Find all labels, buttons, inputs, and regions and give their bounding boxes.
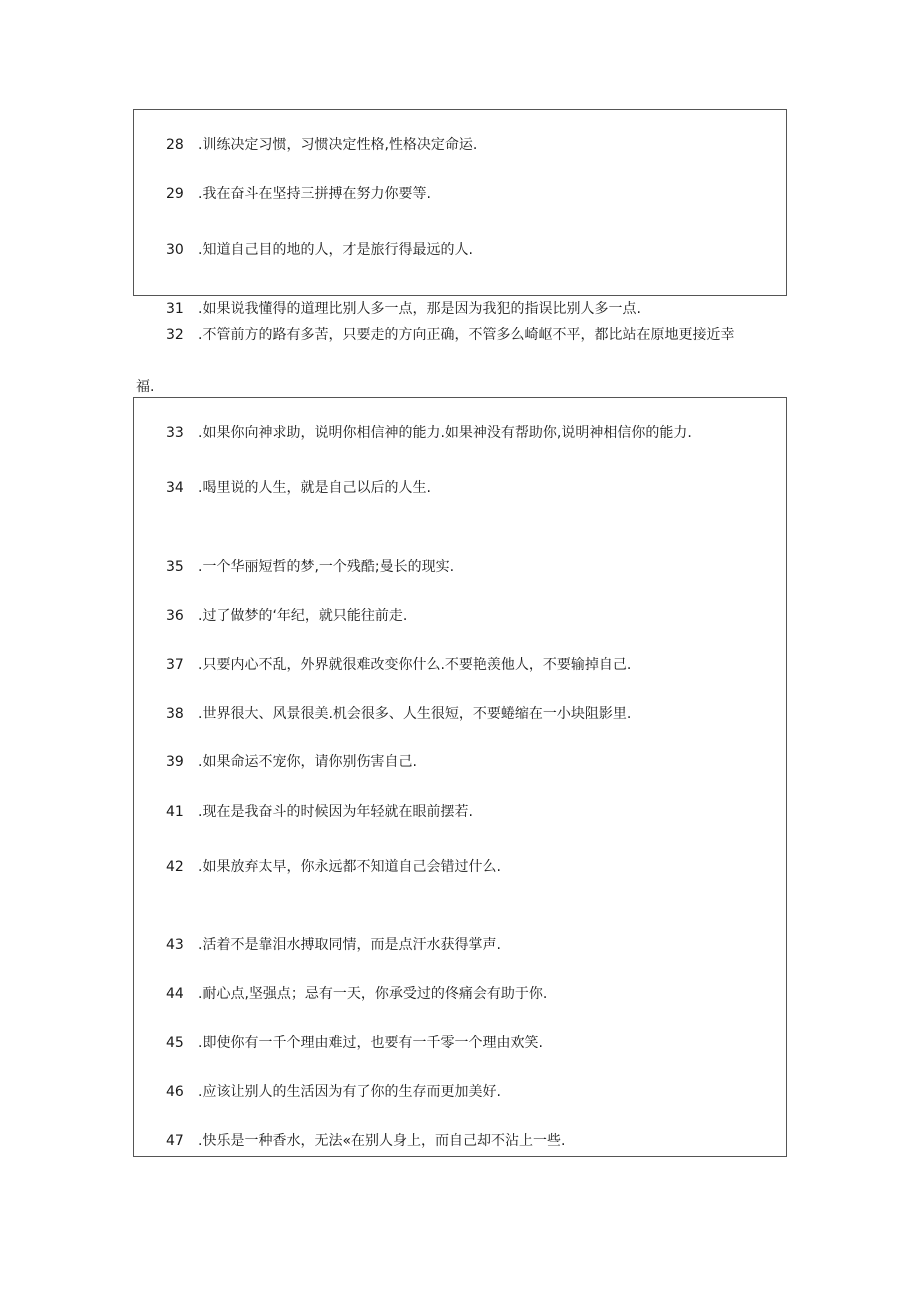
quote-text: .训练决定习惯，习惯决定性格,性格决定命运. bbox=[198, 137, 478, 153]
quote-number: 45 bbox=[166, 1035, 184, 1051]
quote-number: 43 bbox=[166, 937, 184, 953]
quote-number: 42 bbox=[166, 859, 184, 875]
quote-number: 46 bbox=[166, 1084, 184, 1100]
quote-number: 37 bbox=[166, 657, 184, 673]
quote-text: .活着不是靠泪水搏取同情，而是点汗水获得掌声. bbox=[198, 937, 501, 953]
quote-text: .应该让别人的生活因为有了你的生存而更加美好. bbox=[198, 1084, 501, 1100]
quote-text: .只要内心不乱，外界就很难改变你什么.不要艳羡他人，不要输掉自己. bbox=[198, 657, 632, 673]
quote-number: 33 bbox=[166, 425, 184, 441]
quote-text: .如果说我懂得的道理比别人多一点，那是因为我犯的指误比别人多一点. bbox=[198, 301, 641, 317]
quote-text: .即使你有一千个理由难过，也要有一千零一个理由欢笑. bbox=[198, 1035, 543, 1051]
quote-number: 28 bbox=[166, 137, 184, 153]
quote-number: 44 bbox=[166, 986, 184, 1002]
quote-number: 39 bbox=[166, 754, 184, 770]
quote-text: .我在奋斗在坚持三拼搏在努力你要等. bbox=[198, 186, 431, 202]
quote-text: .不管前方的路有多苦，只要走的方向正确，不管多么崎岖不平，都比站在原地更接近幸 bbox=[198, 327, 735, 343]
quote-number: 30 bbox=[166, 242, 184, 258]
quote-number: 41 bbox=[166, 804, 184, 820]
quote-text: .耐心点,坚强点；忌有一天，你承受过的佟痛会有助于你. bbox=[198, 986, 548, 1002]
quote-text: .一个华丽短哲的梦,一个残酷;曼长的现实. bbox=[198, 559, 455, 575]
quote-number: 47 bbox=[166, 1133, 184, 1149]
quote-text: .过了做梦的‘年纪，就只能往前走. bbox=[198, 608, 408, 624]
quote-number: 34 bbox=[166, 480, 184, 496]
quote-number: 29 bbox=[166, 186, 184, 202]
quote-number: 31 bbox=[166, 301, 184, 317]
quote-continuation: 福. bbox=[136, 379, 155, 395]
quote-text: .现在是我奋斗的时候因为年轻就在眼前摆若. bbox=[198, 804, 473, 820]
quote-text: .知道自己目的地的人，才是旅行得最远的人. bbox=[198, 242, 473, 258]
quote-text: .如果你向神求助，说明你相信神的能力.如果神没有帮助你,说明神相信你的能力. bbox=[198, 425, 692, 441]
quote-text: .如果放弃太早，你永远都不知道自己会错过什么. bbox=[198, 859, 501, 875]
quote-text: .世界很大、风景很美.机会很多、人生很短，不要蜷缩在一小块阻影里. bbox=[198, 706, 632, 722]
quote-text: .如果命运不宠你，请你别伤害自己. bbox=[198, 754, 417, 770]
quote-number: 35 bbox=[166, 559, 184, 575]
quote-number: 32 bbox=[166, 327, 184, 343]
quote-number: 38 bbox=[166, 706, 184, 722]
quote-number: 36 bbox=[166, 608, 184, 624]
quote-text: .喝里说的人生，就是自己以后的人生. bbox=[198, 480, 431, 496]
quote-text: .快乐是一种香水，无法«在别人身上，而自己却不沾上一些. bbox=[198, 1133, 566, 1149]
